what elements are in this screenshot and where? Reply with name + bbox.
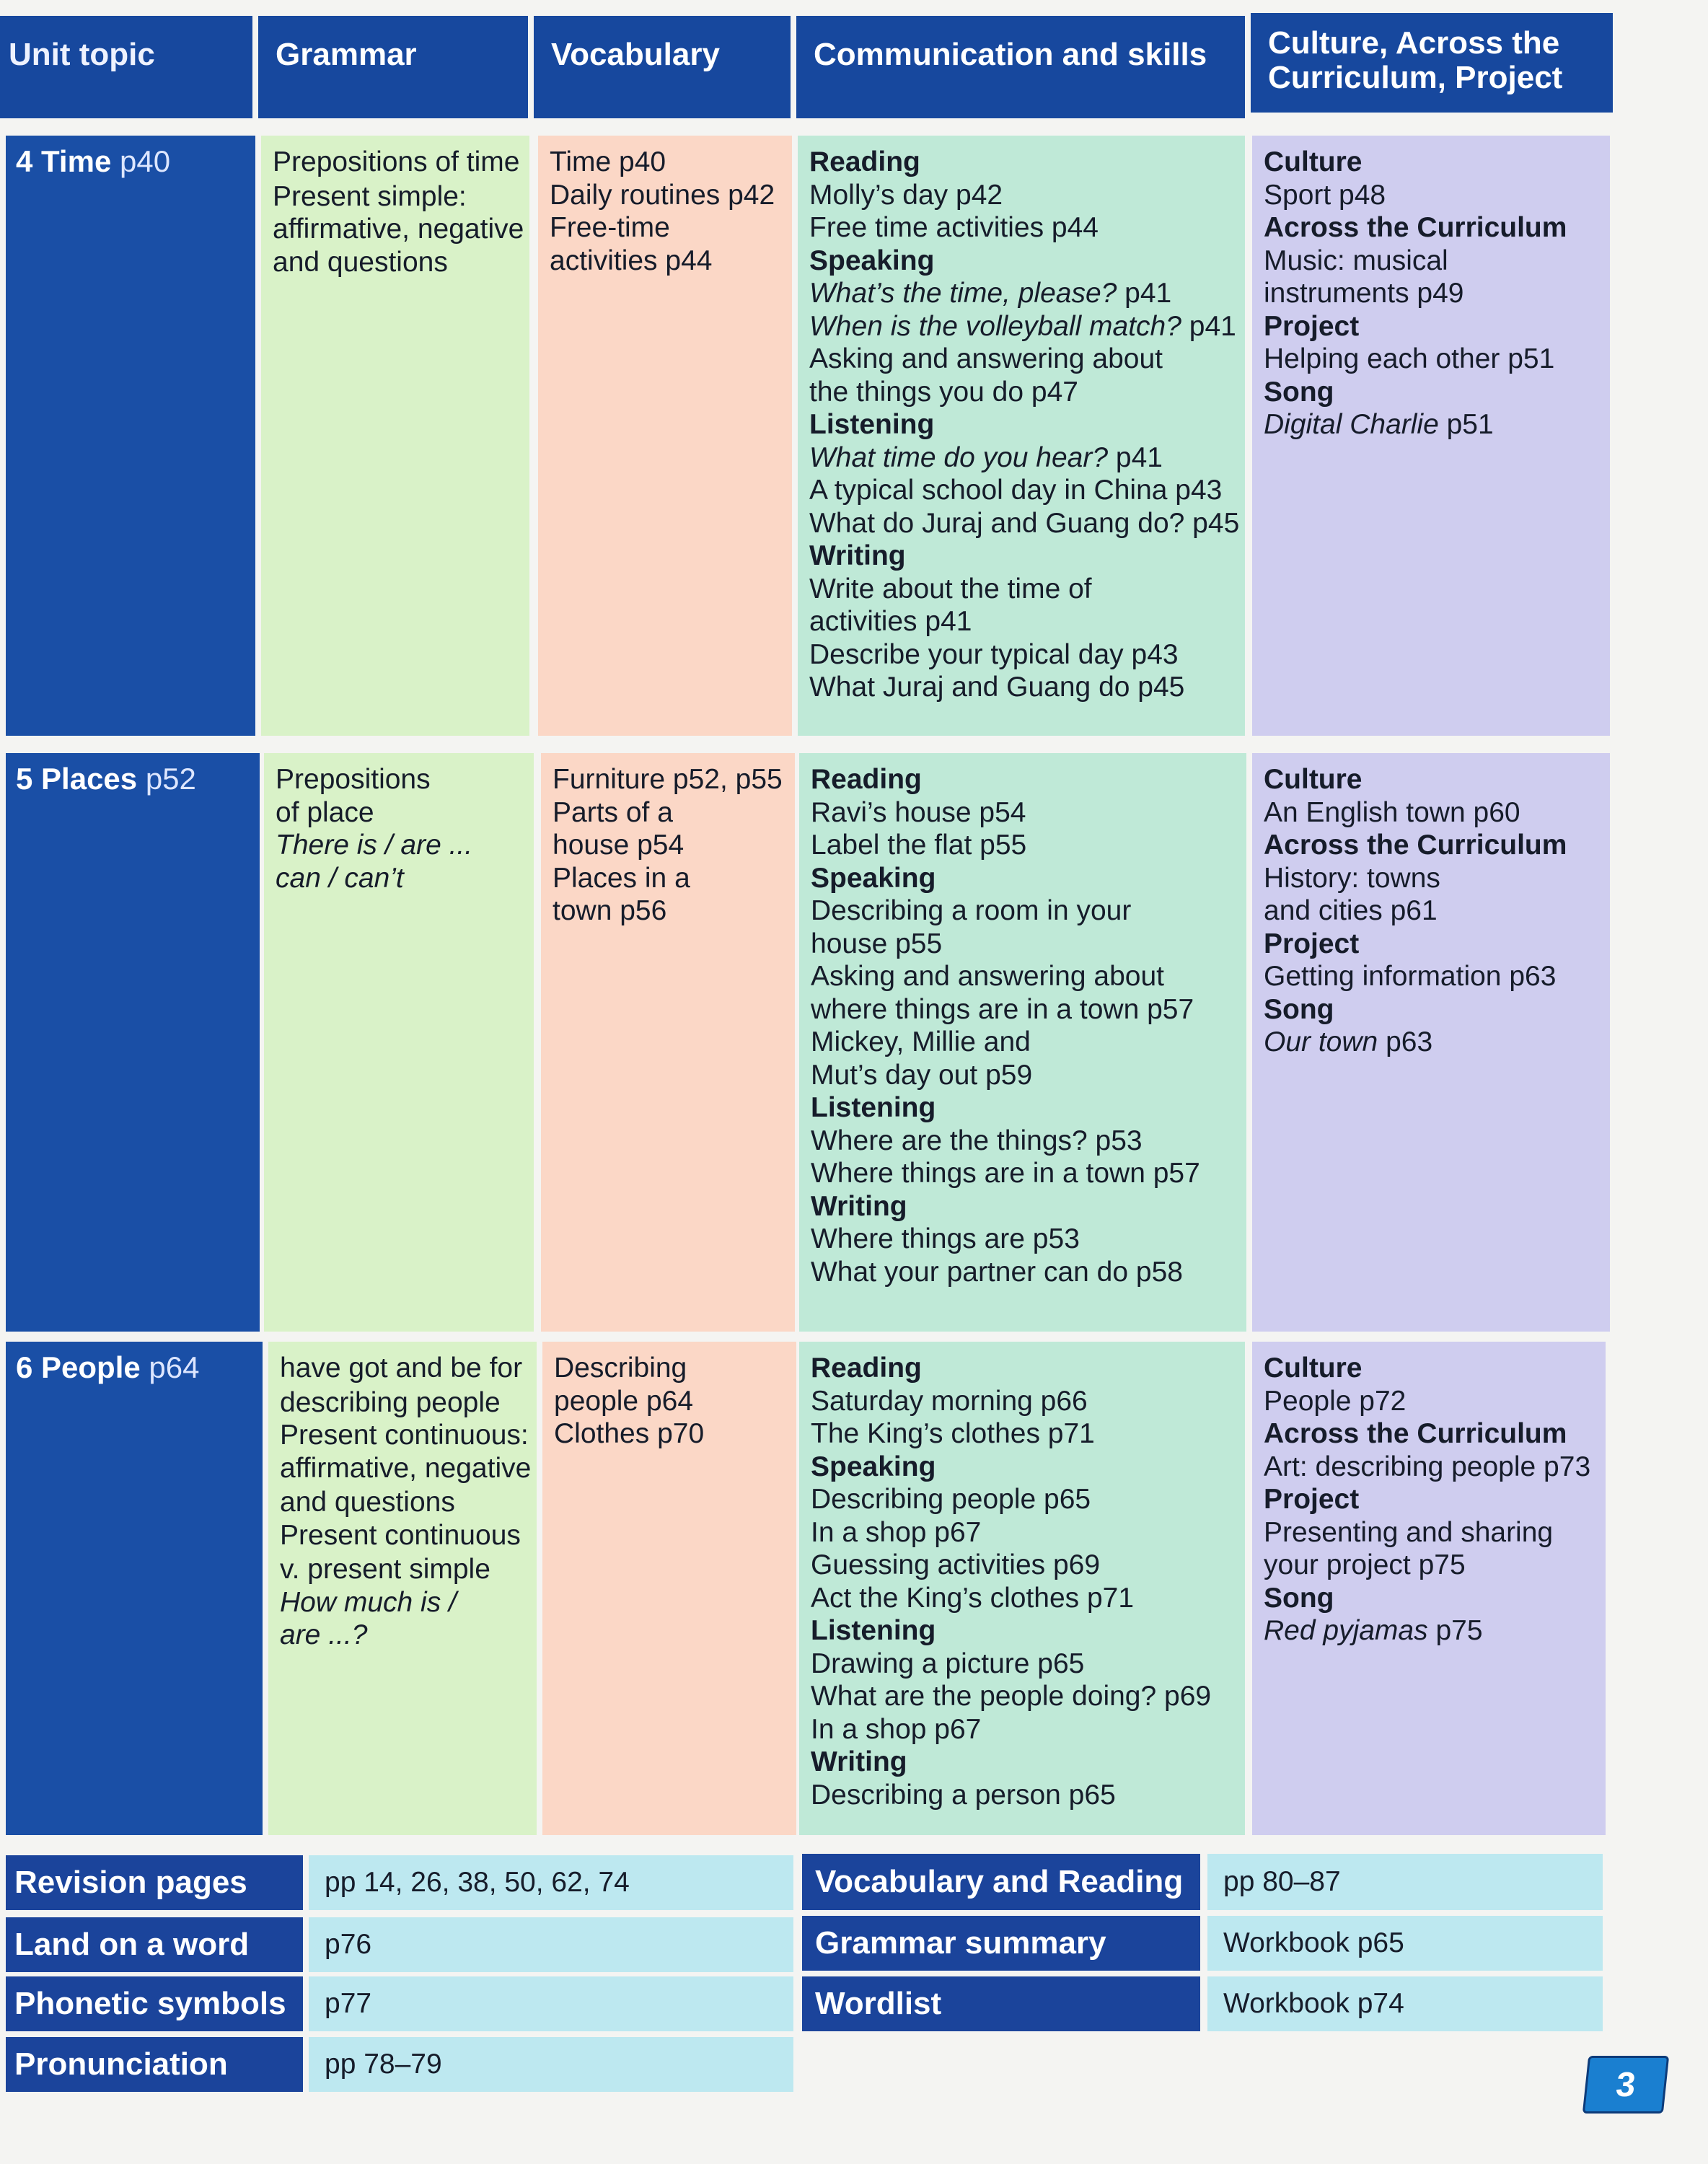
- italic-title: When is the volleyball match?: [809, 310, 1181, 342]
- section-item: [811, 1059, 1235, 1092]
- unit-5-vocabulary: [541, 753, 795, 1332]
- section-item: [1264, 1516, 1594, 1549]
- section-item: [811, 1385, 1233, 1418]
- item-text: A typical school day in China p43: [809, 475, 1223, 506]
- unit-number: 5: [16, 762, 33, 796]
- header-grammar: Grammar: [258, 16, 528, 118]
- item-text: Describing people p65: [811, 1484, 1091, 1515]
- section-item: [811, 1516, 1233, 1549]
- grammar-line: have got and be for: [280, 1352, 523, 1384]
- section-item: [1264, 343, 1598, 376]
- section-item: [809, 310, 1236, 343]
- unit-6-communication: [799, 1342, 1245, 1835]
- grammar-line: of place: [276, 796, 374, 828]
- section-item: [1264, 1451, 1594, 1484]
- unit-6-vocabulary: [542, 1342, 796, 1835]
- section-item: [1264, 1614, 1594, 1648]
- footer-label-land-on-a-word: Land on a word: [6, 1917, 303, 1972]
- header-vocabulary: Vocabulary: [534, 16, 791, 118]
- unit-page: p52: [145, 762, 196, 796]
- section-item: [809, 573, 1233, 606]
- section-item: [809, 211, 1233, 245]
- unit-number: 4: [16, 144, 33, 178]
- header-unit-topic: Unit topic: [0, 16, 252, 118]
- item-text: Helping each other p51: [1264, 343, 1555, 374]
- footer-label-pronunciation: Pronunciation: [6, 2037, 303, 2092]
- item-text: Drawing a picture p65: [811, 1648, 1085, 1679]
- vocabulary-line: Time p40: [550, 146, 666, 177]
- grammar-line: v. present simple: [280, 1554, 490, 1585]
- italic-title: Digital Charlie: [1264, 409, 1439, 440]
- section-item: [1264, 894, 1598, 928]
- section-item: [811, 928, 1235, 961]
- item-text: your project p75: [1264, 1549, 1466, 1580]
- footer-value-grammar-summary: Workbook p65: [1207, 1916, 1603, 1971]
- footer-value-phonetic-symbols: p77: [309, 1976, 793, 2031]
- section-item: [1264, 408, 1598, 441]
- italic-title: Our town: [1264, 1026, 1378, 1057]
- vocabulary-line: Clothes p70: [554, 1418, 705, 1449]
- header-communication: Communication and skills: [796, 16, 1245, 118]
- vocabulary-line: house p54: [553, 830, 684, 861]
- item-text: Where things are in a town p57: [811, 1158, 1200, 1189]
- section-item: [811, 1157, 1235, 1190]
- vocabulary-line: people p64: [554, 1385, 694, 1417]
- section-heading: Reading: [811, 1352, 922, 1384]
- page-number: 3: [1582, 2056, 1669, 2114]
- item-text: Mickey, Millie and: [811, 1026, 1031, 1057]
- grammar-line: Present simple:: [273, 180, 467, 212]
- item-text: activities p41: [809, 606, 972, 637]
- grammar-line: can / can’t: [276, 862, 404, 894]
- section-item: [811, 796, 1235, 830]
- item-text: Ravi’s house p54: [811, 796, 1026, 828]
- item-text: Saturday morning p66: [811, 1385, 1088, 1417]
- section-item: [1264, 1385, 1594, 1418]
- grammar-line: affirmative, negative: [280, 1452, 532, 1484]
- item-text: p75: [1427, 1615, 1483, 1646]
- section-item: [811, 1256, 1235, 1289]
- header-culture: [1251, 13, 1613, 113]
- unit-page: p64: [149, 1350, 200, 1384]
- section-item: [1264, 960, 1598, 993]
- item-text: Describing a room in your: [811, 895, 1132, 926]
- vocabulary-line: Parts of a: [553, 796, 673, 828]
- item-text: What Juraj and Guang do p45: [809, 672, 1185, 703]
- section-item: [1264, 277, 1598, 310]
- grammar-line: and questions: [280, 1487, 455, 1518]
- grammar-line: Prepositions of time: [273, 146, 520, 177]
- section-item: [811, 1223, 1235, 1256]
- section-item: [811, 1648, 1233, 1681]
- item-text: History: towns: [1264, 862, 1440, 894]
- section-item: [809, 441, 1233, 475]
- item-text: Presenting and sharing: [1264, 1516, 1554, 1548]
- unit-page: p40: [119, 144, 171, 178]
- section-item: [811, 894, 1235, 928]
- footer-label-revision: Revision pages: [6, 1855, 303, 1910]
- grammar-line: Present continuous: [280, 1519, 521, 1551]
- vocabulary-line: activities p44: [550, 245, 713, 276]
- italic-title: Red pyjamas: [1264, 1615, 1428, 1646]
- item-text: What are the people doing? p69: [811, 1681, 1212, 1712]
- section-item: [811, 1483, 1233, 1516]
- unit-5-communication: [799, 753, 1246, 1332]
- item-text: Where things are p53: [811, 1223, 1080, 1254]
- section-heading: Song: [1264, 376, 1334, 408]
- unit-4-communication: [798, 136, 1245, 736]
- item-text: What your partner can do p58: [811, 1256, 1183, 1288]
- footer-value-land-on-a-word: p76: [309, 1917, 793, 1972]
- item-text: p41: [1181, 310, 1236, 342]
- header-culture-line-1: Culture, Across the: [1268, 25, 1560, 61]
- item-text: In a shop p67: [811, 1516, 982, 1548]
- unit-6-topic: [6, 1342, 263, 1835]
- section-heading: Listening: [811, 1092, 936, 1123]
- section-heading: Reading: [809, 146, 920, 177]
- section-heading: Speaking: [809, 245, 935, 276]
- grammar-line: How much is /: [280, 1586, 457, 1618]
- footer-value-pronunciation: pp 78–79: [309, 2037, 793, 2092]
- section-item: [811, 1779, 1233, 1812]
- section-heading: Culture: [1264, 764, 1363, 795]
- item-text: Getting information p63: [1264, 961, 1557, 992]
- section-item: [811, 993, 1235, 1026]
- item-text: Act the King’s clothes p71: [811, 1582, 1135, 1614]
- item-text: What do Juraj and Guang do? p45: [809, 507, 1240, 539]
- italic-title: What’s the time, please?: [809, 278, 1117, 309]
- header-culture-line-2: Curriculum, Project: [1268, 60, 1563, 95]
- section-heading: Speaking: [811, 1451, 936, 1482]
- unit-6-grammar: [268, 1342, 537, 1835]
- item-text: Music: musical: [1264, 245, 1448, 276]
- footer-value-wordlist: Workbook p74: [1207, 1976, 1603, 2031]
- unit-4-vocabulary: [538, 136, 792, 736]
- item-text: Guessing activities p69: [811, 1549, 1101, 1580]
- item-text: and cities p61: [1264, 895, 1438, 926]
- item-text: where things are in a town p57: [811, 993, 1194, 1025]
- section-heading: Listening: [809, 409, 935, 440]
- item-text: Molly’s day p42: [809, 179, 1003, 211]
- section-item: [1264, 796, 1598, 830]
- section-item: [809, 343, 1233, 376]
- item-text: Free time activities p44: [809, 212, 1099, 243]
- section-item: [811, 1026, 1235, 1059]
- grammar-line: There is / are ...: [276, 830, 473, 861]
- unit-4-grammar: [261, 136, 529, 736]
- grammar-line: are ...?: [280, 1619, 368, 1650]
- item-text: house p55: [811, 928, 943, 959]
- unit-6-culture: [1252, 1342, 1606, 1835]
- footer-label-wordlist: Wordlist: [802, 1976, 1200, 2031]
- section-item: [811, 1549, 1233, 1582]
- section-heading: Writing: [811, 1190, 907, 1222]
- grammar-line: and questions: [273, 246, 448, 278]
- item-text: Where are the things? p53: [811, 1125, 1143, 1156]
- section-heading: Song: [1264, 1582, 1334, 1614]
- item-text: Art: describing people p73: [1264, 1451, 1591, 1482]
- section-heading: Song: [1264, 993, 1334, 1025]
- section-heading: Culture: [1264, 146, 1363, 177]
- section-item: [811, 1417, 1233, 1451]
- section-item: [811, 1125, 1235, 1158]
- grammar-line: affirmative, negative: [273, 214, 524, 245]
- section-item: [1264, 245, 1598, 278]
- footer-value-revision: pp 14, 26, 38, 50, 62, 74: [309, 1855, 793, 1910]
- section-item: [1264, 179, 1598, 212]
- item-text: Label the flat p55: [811, 830, 1027, 861]
- unit-4-topic: [6, 136, 255, 736]
- item-text: the things you do p47: [809, 376, 1078, 408]
- section-item: [809, 376, 1233, 409]
- section-item: [809, 638, 1233, 672]
- section-heading: Project: [1264, 310, 1360, 342]
- unit-4-culture: [1252, 136, 1610, 736]
- grammar-line: describing people: [280, 1386, 501, 1418]
- section-item: [809, 179, 1233, 212]
- section-item: [811, 960, 1235, 993]
- grammar-line: Prepositions: [276, 764, 431, 795]
- item-text: Describing a person p65: [811, 1779, 1116, 1811]
- section-heading: Writing: [809, 540, 906, 571]
- footer-label-phonetic-symbols: Phonetic symbols: [6, 1976, 303, 2031]
- section-item: [809, 474, 1233, 507]
- vocabulary-line: Furniture p52, p55: [553, 764, 783, 795]
- section-item: [811, 1680, 1233, 1713]
- unit-name: Time: [41, 144, 112, 178]
- section-heading: Across the Curriculum: [1264, 1418, 1567, 1449]
- vocabulary-line: Describing: [554, 1352, 687, 1384]
- section-item: [809, 507, 1240, 540]
- section-item: [809, 671, 1233, 704]
- section-heading: Speaking: [811, 862, 936, 894]
- section-item: [1264, 862, 1598, 895]
- item-text: p51: [1438, 409, 1494, 440]
- section-item: [1264, 1549, 1594, 1582]
- item-text: Write about the time of: [809, 573, 1092, 604]
- item-text: Sport p48: [1264, 179, 1386, 211]
- section-heading: Writing: [811, 1746, 907, 1777]
- section-item: [1264, 1026, 1598, 1059]
- section-item: [811, 1582, 1233, 1615]
- unit-5-topic: [6, 753, 260, 1332]
- item-text: An English town p60: [1264, 796, 1520, 828]
- vocabulary-line: town p56: [553, 895, 667, 926]
- footer-label-grammar-summary: Grammar summary: [802, 1916, 1200, 1971]
- item-text: Describe your typical day p43: [809, 638, 1179, 670]
- item-text: Asking and answering about: [809, 343, 1163, 374]
- italic-title: What time do you hear?: [809, 441, 1109, 473]
- unit-5-culture: [1252, 753, 1610, 1332]
- item-text: Asking and answering about: [811, 961, 1164, 992]
- vocabulary-line: Places in a: [553, 862, 690, 894]
- section-item: [811, 1713, 1233, 1746]
- item-text: p41: [1108, 441, 1163, 473]
- unit-name: People: [41, 1350, 141, 1384]
- item-text: instruments p49: [1264, 278, 1464, 309]
- unit-number: 6: [16, 1350, 33, 1384]
- section-heading: Listening: [811, 1615, 936, 1646]
- item-text: p41: [1117, 278, 1172, 309]
- item-text: Mut’s day out p59: [811, 1059, 1033, 1091]
- item-text: The King’s clothes p71: [811, 1418, 1095, 1449]
- vocabulary-line: Free-time: [550, 212, 670, 243]
- section-heading: Project: [1264, 1484, 1360, 1515]
- section-heading: Across the Curriculum: [1264, 830, 1567, 861]
- section-heading: Project: [1264, 928, 1360, 959]
- unit-5-grammar: [264, 753, 534, 1332]
- section-item: [809, 605, 1233, 638]
- section-item: [811, 829, 1235, 862]
- item-text: p63: [1378, 1026, 1433, 1057]
- item-text: In a shop p67: [811, 1713, 982, 1745]
- vocabulary-line: Daily routines p42: [550, 179, 775, 211]
- section-heading: Reading: [811, 764, 922, 795]
- item-text: People p72: [1264, 1385, 1407, 1417]
- footer-label-vocabulary-reading: Vocabulary and Reading: [802, 1854, 1200, 1910]
- section-item: [809, 277, 1233, 310]
- section-heading: Across the Curriculum: [1264, 212, 1567, 243]
- footer-value-vocabulary-reading: pp 80–87: [1207, 1854, 1603, 1910]
- grammar-line: Present continuous:: [280, 1420, 529, 1451]
- section-heading: Culture: [1264, 1352, 1363, 1384]
- unit-name: Places: [41, 762, 138, 796]
